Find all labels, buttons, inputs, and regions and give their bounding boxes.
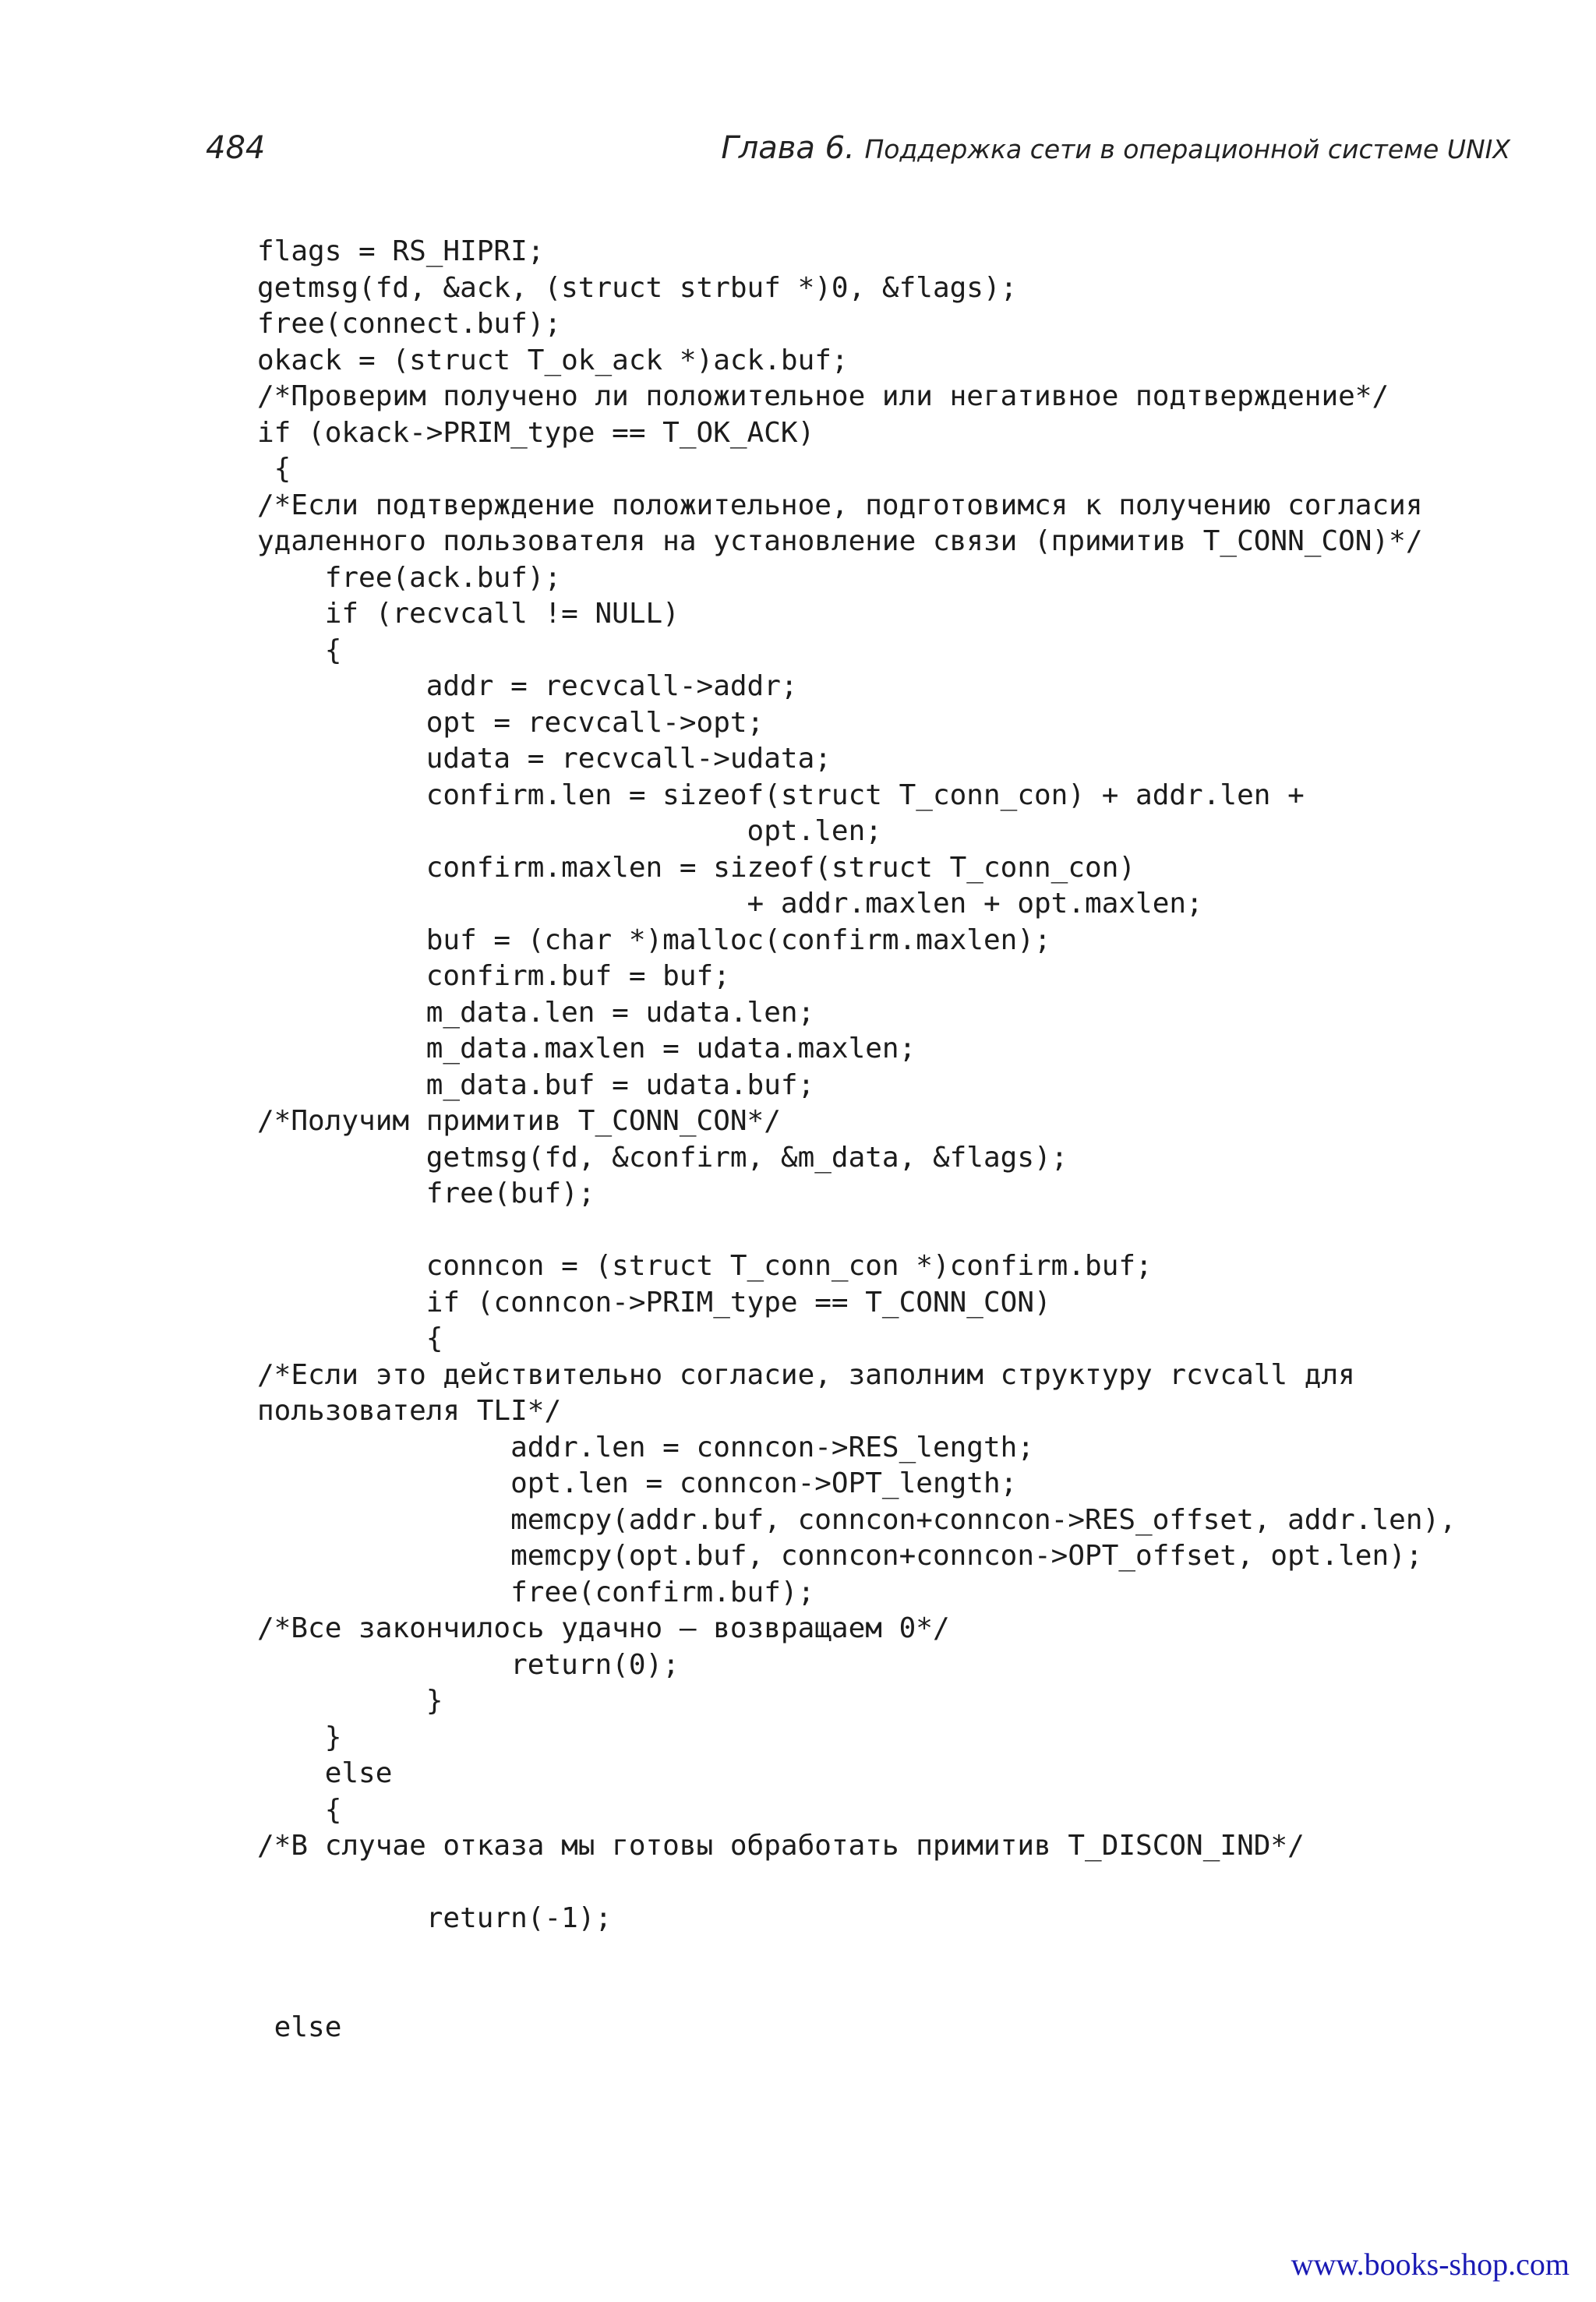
- code-line: free(ack.buf);: [257, 561, 562, 594]
- code-line: getmsg(fd, &ack, (struct strbuf *)0, &flags);: [257, 271, 1018, 304]
- code-line: [257, 1973, 1457, 2010]
- code-line: /*Если это действительно согласие, заполним структуру rcvcall для: [257, 1358, 1355, 1391]
- code-line: m_data.maxlen = udata.maxlen;: [257, 1033, 916, 1064]
- footer-site-link[interactable]: www.books-shop.com: [1291, 2247, 1570, 2282]
- code-line: conncon = (struct T_conn_con *)confirm.buf;: [257, 1250, 1153, 1282]
- code-line: {: [257, 634, 342, 666]
- code-line: memcpy(opt.buf, conncon+conncon->OPT_offset, opt.len);: [257, 1540, 1423, 1572]
- code-line: confirm.len = sizeof(struct T_conn_con) + addr.len +: [257, 779, 1305, 811]
- code-line: /*В случае отказа мы готовы обработать примитив T_DISCON_IND*/: [257, 1830, 1305, 1862]
- code-line: {: [257, 453, 291, 485]
- code-line: memcpy(addr.buf, conncon+conncon->RES_offset, addr.len),: [257, 1503, 1457, 1536]
- code-line: free(buf);: [257, 1177, 595, 1209]
- code-line: opt.len = conncon->OPT_length;: [257, 1467, 1018, 1499]
- code-line: {: [257, 1322, 443, 1354]
- code-line: m_data.len = udata.len;: [257, 996, 815, 1029]
- code-line: [257, 1865, 1457, 1901]
- code-line: /*Все закончилось удачно — возвращаем 0*/: [257, 1612, 950, 1644]
- code-line: opt.len;: [257, 815, 882, 847]
- code-line: addr = recvcall->addr;: [257, 670, 798, 702]
- running-header: [721, 129, 1510, 168]
- code-line: opt = recvcall->opt;: [257, 706, 764, 739]
- chapter-title: Поддержка сети в операционной системе UNIX: [864, 134, 1510, 164]
- code-line: confirm.buf = buf;: [257, 960, 730, 992]
- code-line: return(-1);: [257, 1902, 613, 1934]
- code-line: buf = (char *)malloc(confirm.maxlen);: [257, 923, 1051, 956]
- code-line: удаленного пользователя на установление связи (примитив T_CONN_CON)*/: [257, 525, 1423, 557]
- code-line: /*Если подтверждение положительное, подготовимся к получению согласия: [257, 489, 1423, 521]
- code-line: okack = (struct T_ok_ack *)ack.buf;: [257, 344, 849, 376]
- code-line: }: [257, 1685, 443, 1717]
- code-line: m_data.buf = udata.buf;: [257, 1068, 815, 1101]
- code-line: getmsg(fd, &confirm, &m_data, &flags);: [257, 1141, 1068, 1174]
- code-line: /*Получим примитив T_CONN_CON*/: [257, 1105, 781, 1137]
- code-line: [257, 1213, 1457, 1249]
- page-number: 484: [206, 130, 266, 166]
- code-line: if (recvcall != NULL): [257, 598, 680, 630]
- code-line: confirm.maxlen = sizeof(struct T_conn_con): [257, 851, 1136, 884]
- code-line: if (conncon->PRIM_type == T_CONN_CON): [257, 1286, 1051, 1319]
- code-line: free(connect.buf);: [257, 308, 562, 340]
- code-line: {: [257, 1793, 342, 1826]
- code-line: }: [257, 1721, 342, 1753]
- code-line: /*Проверим получено ли положительное или негативное подтверждение*/: [257, 380, 1389, 412]
- code-line: free(confirm.buf);: [257, 1576, 815, 1608]
- code-line: else: [257, 1757, 393, 1789]
- code-line: + addr.maxlen + opt.maxlen;: [257, 888, 1203, 920]
- chapter-label: Глава 6.: [721, 130, 855, 166]
- code-line: flags = RS_HIPRI;: [257, 235, 545, 267]
- code-line: [257, 1937, 1457, 1974]
- code-line: if (okack->PRIM_type == T_OK_ACK): [257, 416, 815, 449]
- code-line: addr.len = conncon->RES_length;: [257, 1431, 1034, 1463]
- code-line: udata = recvcall->udata;: [257, 743, 832, 775]
- code-line: return(0);: [257, 1648, 680, 1681]
- code-line: пользователя TLI*/: [257, 1395, 562, 1427]
- code-listing: [257, 234, 1457, 2046]
- code-line: else: [257, 2011, 342, 2043]
